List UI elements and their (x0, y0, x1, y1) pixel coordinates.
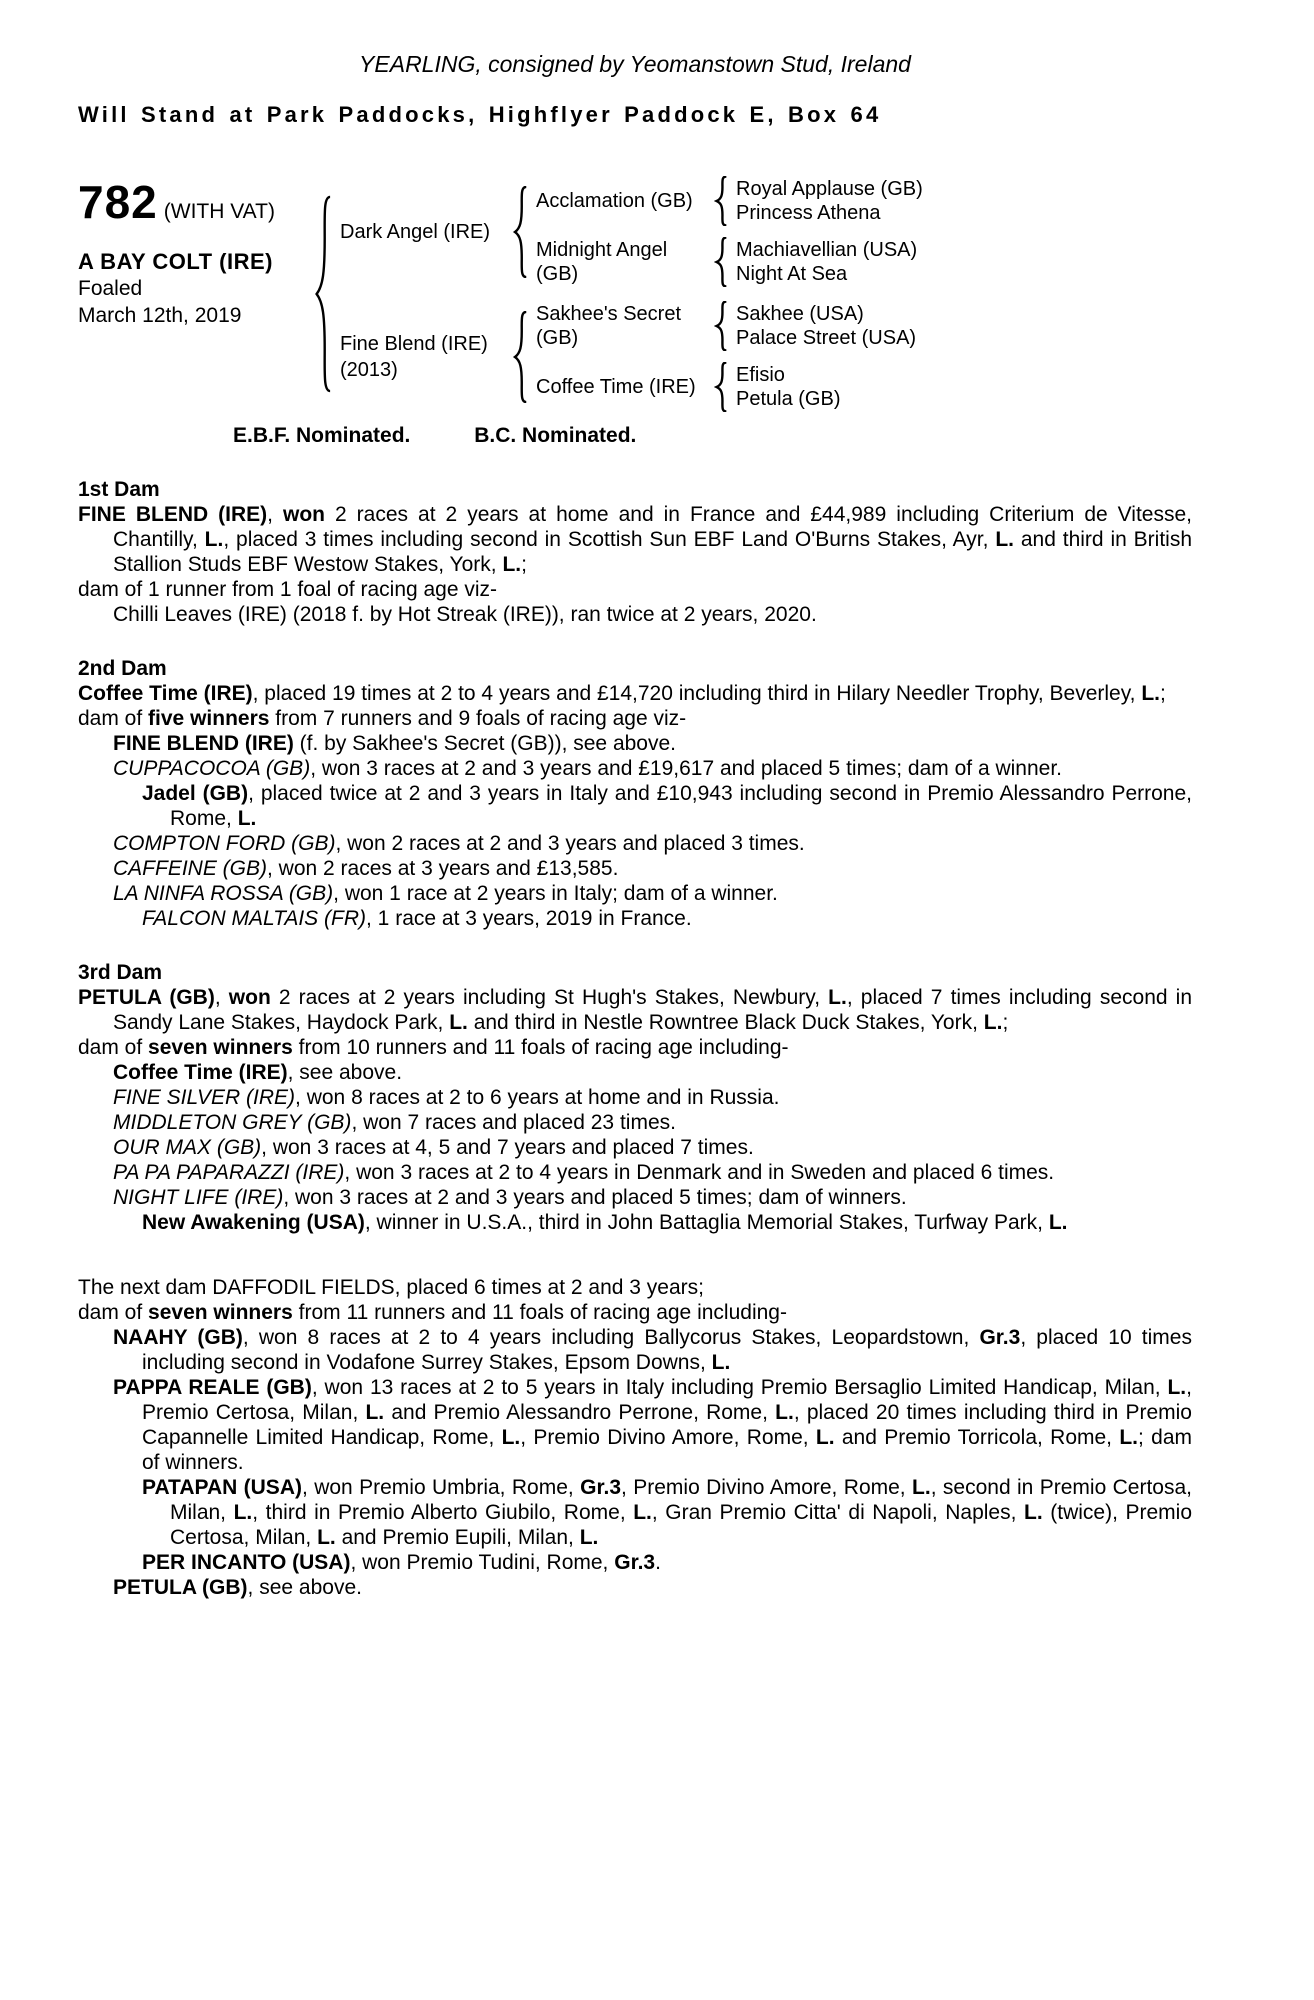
pedigree-paragraph (78, 856, 1192, 881)
ancestor-name: Royal Applause (GB) (736, 178, 923, 200)
brace-icon (313, 195, 331, 393)
text-run: , see above. (287, 1061, 403, 1084)
pedigree-paragraph (78, 1300, 1192, 1325)
pedigree-paragraph (78, 706, 1192, 731)
text-run: , see above. (247, 1576, 362, 1599)
text-run: , won Premio Tudini, Rome, (350, 1551, 615, 1574)
sire-name: Dark Angel (IRE) (340, 220, 491, 243)
text-run: (f. by Sakhee's Secret (GB)), see above. (293, 732, 677, 755)
text-run: CUPPACOCOA (GB) (113, 757, 311, 780)
text-run: L. (775, 1401, 794, 1424)
text-run: MIDDLETON GREY (GB) (113, 1111, 352, 1134)
text-run: OUR MAX (GB) (113, 1136, 262, 1159)
text-run: L. (1167, 1376, 1187, 1399)
bc-nomination: B.C. Nominated. (474, 424, 637, 447)
text-run: PAPPA REALE (GB) (113, 1376, 312, 1399)
text-run: , won 3 races at 2 and 3 years and £19,617 and placed 5 times; dam of a winner. (310, 757, 1062, 780)
dam-name (340, 331, 512, 383)
pedigree-paragraph (78, 1035, 1192, 1060)
pedigree-paragraph (78, 781, 1192, 831)
pedigree-paragraph (78, 1160, 1192, 1185)
text-run: L. (501, 1426, 521, 1449)
ancestor-name: Petula (GB) (736, 388, 841, 410)
text-run: seven winners (148, 1036, 293, 1059)
section-paragraphs (78, 985, 1192, 1235)
text-run: , won Premio Umbria, Rome, (301, 1476, 581, 1499)
text-run: , won 2 races at 3 years and £13,585. (267, 857, 619, 880)
dam-section (78, 477, 1192, 627)
text-run: LA NINFA ROSSA (GB) (113, 882, 334, 905)
text-run: Gr.3 (580, 1476, 622, 1499)
nominations-line (78, 424, 1192, 448)
vat-note: (WITH VAT) (163, 200, 275, 223)
text-run: and Premio Eupili, Milan, (335, 1526, 580, 1549)
text-run: , Premio Divino Amore, Rome, (621, 1476, 913, 1499)
text-run: ; (521, 553, 527, 576)
text-run: dam of (78, 707, 149, 730)
section-heading: 1st Dam (78, 478, 160, 501)
text-run: FALCON MALTAIS (FR) (142, 907, 367, 930)
text-run: , winner in U.S.A., third in John Battaglia Memorial Stakes, Turfway Park, (364, 1211, 1049, 1234)
text-run: , placed twice at 2 and 3 years in Italy and £10,943 including second in Premio Alessandro Perrone, Rome, (170, 782, 1192, 830)
dam-section (78, 656, 1192, 931)
pedigree-paragraph (78, 577, 1192, 602)
brace-icon (714, 301, 727, 351)
pedigree-paragraph (78, 1375, 1192, 1475)
pedigree-paragraph (78, 1210, 1192, 1235)
ancestor-name: Sakhee (USA) (736, 303, 864, 325)
text-run: L. (1024, 1501, 1043, 1524)
text-run: from 11 runners and 11 foals of racing age including- (292, 1301, 787, 1324)
dam-sections (78, 477, 1192, 1600)
text-run: L. (1141, 682, 1161, 705)
text-run: , won 13 races at 2 to 5 years in Italy including Premio Bersaglio Limited Handicap, Milan, (311, 1376, 1168, 1399)
text-run: 2 races at 2 years including St Hugh's Stakes, Newbury, (270, 986, 829, 1009)
pedigree-paragraph (78, 602, 1192, 627)
text-run: , second in Premio Certosa, Milan, (170, 1476, 1192, 1524)
text-run: , won 3 races at 2 and 3 years and placed 5 times; dam of winners. (283, 1186, 907, 1209)
pedigree-paragraph (78, 731, 1192, 756)
stand-location-heading: Will Stand at Park Paddocks, Highflyer Paddock E, Box 64 (78, 102, 882, 127)
ancestor-name: Princess Athena (736, 202, 881, 224)
granddam-name: Coffee Time (IRE) (536, 376, 696, 398)
text-run: PER INCANTO (USA) (142, 1551, 351, 1574)
text-run: won (283, 503, 325, 526)
text-run: Coffee Time (IRE) (113, 1061, 288, 1084)
text-run: , (214, 986, 229, 1009)
text-run: from 10 runners and 11 foals of racing age including- (292, 1036, 789, 1059)
text-run: , third in Premio Alberto Giubilo, Rome, (252, 1501, 634, 1524)
brace-icon (714, 237, 727, 287)
dam-parents-column (536, 301, 916, 412)
pedigree-paragraph (78, 906, 1192, 931)
text-run: Coffee Time (IRE) (78, 682, 253, 705)
text-run: , placed 20 times including third in Premio Capannelle Limited Handicap, Rome, (142, 1401, 1192, 1449)
text-run: L. (579, 1526, 599, 1549)
text-run: L. (204, 528, 224, 551)
text-run: won (228, 986, 271, 1009)
foaled-date: March 12th, 2019 (78, 304, 242, 327)
text-run: CAFFEINE (GB) (113, 857, 268, 880)
pedigree-paragraph (78, 1060, 1192, 1085)
text-run: L. (237, 807, 257, 830)
great-grandparents-pair (736, 302, 916, 350)
text-run: , won 8 races at 2 to 6 years at home and in Russia. (295, 1086, 780, 1109)
dam-name-text: Fine Blend (IRE) (340, 332, 488, 355)
pedigree-paragraph (78, 681, 1192, 706)
sire-parents-column (536, 176, 923, 287)
pedigree-paragraph (78, 1475, 1192, 1550)
text-run: dam of (78, 1036, 149, 1059)
text-run: , Premio Certosa, Milan, (142, 1376, 1192, 1424)
text-run: L. (995, 528, 1014, 551)
text-run: , won 2 races at 2 and 3 years and placed 3 times. (335, 832, 805, 855)
pedigree-paragraph (78, 881, 1192, 906)
text-run: L. (365, 1401, 385, 1424)
generation-1-column (340, 176, 923, 412)
text-run: , Gran Premio Citta' di Napoli, Naples, (651, 1501, 1025, 1524)
granddam-row (536, 362, 916, 412)
granddam-name: Midnight Angel (GB) (536, 239, 668, 285)
text-run: , won 3 races at 2 to 4 years in Denmark and in Sweden and placed 6 times. (344, 1161, 1055, 1184)
great-grandparents-pair (736, 363, 840, 411)
dam-section (78, 960, 1192, 1235)
text-run: , won 1 race at 2 years in Italy; dam of a winner. (333, 882, 778, 905)
text-run: , won 8 races at 2 to 4 years including Ballycorus Stakes, Leopardstown, (242, 1326, 980, 1349)
pedigree-paragraph (78, 1275, 1192, 1300)
text-run: New Awakening (USA) (142, 1211, 365, 1234)
pedigree-paragraph (78, 1325, 1192, 1375)
pedigree-paragraph (78, 1085, 1192, 1110)
text-run: Jadel (GB) (142, 782, 249, 805)
text-run: Gr.3 (979, 1326, 1021, 1349)
ancestor-name: Machiavellian (USA) (736, 239, 918, 261)
text-run: ; dam of winners. (142, 1426, 1192, 1474)
text-run: 2 races at 2 years at home and in France and £44,989 including Criterium de Vitesse, Chantilly, (113, 503, 1193, 551)
ancestor-name: Night At Sea (736, 263, 848, 285)
text-run: PETULA (GB) (78, 986, 215, 1009)
consignment-title: YEARLING, consigned by Yeomanstown Stud, Ireland (359, 51, 911, 77)
text-run: and third in Nestle Rowntree Black Duck Stakes, York, (467, 1011, 984, 1034)
text-run: , placed 10 times including second in Vodafone Surrey Stakes, Epsom Downs, (142, 1326, 1192, 1374)
text-run: L. (815, 1426, 835, 1449)
section-paragraphs (78, 502, 1192, 627)
text-run: L. (233, 1501, 253, 1524)
pedigree-paragraph (78, 1110, 1192, 1135)
ebf-nomination: E.B.F. Nominated. (233, 424, 411, 447)
text-run: , placed 7 times including second in Sandy Lane Stakes, Haydock Park, (113, 986, 1193, 1034)
grandsire-name-line2: (GB) (536, 327, 579, 349)
text-run: L. (1048, 1211, 1068, 1234)
lot-number: 782 (78, 176, 158, 228)
text-run: L. (983, 1011, 1003, 1034)
pedigree-paragraph (78, 985, 1192, 1035)
text-run: dam of 1 runner from 1 foal of racing age viz- (78, 578, 498, 601)
text-run: and Premio Torricola, Rome, (834, 1426, 1120, 1449)
brace-icon (512, 311, 527, 403)
pedigree-tree (313, 176, 1192, 412)
pedigree-paragraph (78, 1185, 1192, 1210)
text-run: L. (828, 986, 847, 1009)
text-run: dam of (78, 1301, 149, 1324)
text-run: ; (1002, 1011, 1009, 1034)
horse-description: A BAY COLT (IRE) (78, 249, 274, 274)
text-run: , won 3 races at 4, 5 and 7 years and placed 7 times. (261, 1136, 754, 1159)
brace-icon (714, 176, 727, 226)
granddam-row (536, 237, 923, 287)
great-grandparents-pair (736, 238, 917, 286)
foaled-label: Foaled (78, 277, 143, 300)
pedigree-paragraph (78, 1575, 1192, 1600)
text-run: , (267, 503, 283, 526)
pedigree-paragraph (78, 756, 1192, 781)
text-run: PETULA (GB) (113, 1576, 248, 1599)
text-run: , placed 3 times including second in Scottish Sun EBF Land O'Burns Stakes, Ayr, (223, 528, 996, 551)
text-run: The next dam DAFFODIL FIELDS, placed 6 times at 2 and 3 years; (78, 1276, 704, 1299)
dam-section (78, 1275, 1192, 1600)
pedigree-paragraph (78, 502, 1192, 577)
text-run: COMPTON FORD (GB) (113, 832, 336, 855)
ancestor-name: Efisio (736, 364, 785, 386)
text-run: , Premio Divino Amore, Rome, (520, 1426, 816, 1449)
text-run: five winners (148, 707, 270, 730)
text-run: L. (912, 1476, 931, 1499)
dam-branch (340, 301, 923, 412)
lot-block (78, 176, 313, 412)
text-run: PATAPAN (USA) (142, 1476, 302, 1499)
dam-year: (2013) (340, 358, 398, 381)
text-run: seven winners (148, 1301, 293, 1324)
text-run: NIGHT LIFE (IRE) (113, 1186, 284, 1209)
brace-icon (512, 186, 527, 278)
grandsire-name-line1: Sakhee's Secret (536, 303, 682, 325)
text-run: L. (633, 1501, 652, 1524)
text-run: FINE BLEND (IRE) (78, 503, 268, 526)
ancestor-name: Palace Street (USA) (736, 327, 917, 349)
section-heading: 2nd Dam (78, 657, 167, 680)
section-paragraphs (78, 681, 1192, 931)
text-run: FINE BLEND (IRE) (113, 732, 294, 755)
text-run: ; (1160, 682, 1166, 705)
text-run: (twice), Premio Certosa, Milan, (170, 1501, 1193, 1549)
text-run: NAAHY (GB) (113, 1326, 243, 1349)
text-run: , 1 race at 3 years, 2019 in France. (366, 907, 692, 930)
grandsire-name (536, 302, 714, 350)
grandsire-row (536, 301, 916, 351)
great-grandparents-pair (736, 177, 923, 225)
text-run: and Premio Alessandro Perrone, Rome, (384, 1401, 776, 1424)
text-run: L. (317, 1526, 336, 1549)
text-run: Chilli Leaves (IRE) (2018 f. by Hot Streak (IRE)), ran twice at 2 years, 2020. (113, 603, 817, 626)
text-run: and third in British Stallion Studs EBF Westow Stakes, York, (113, 528, 1192, 576)
grandsire-row (536, 176, 923, 226)
lot-line (78, 176, 313, 228)
sire-branch (340, 176, 923, 287)
brace-icon (714, 362, 727, 412)
text-run: L. (711, 1351, 731, 1374)
text-run: from 7 runners and 9 foals of racing age viz- (269, 707, 687, 730)
text-run: , placed 19 times at 2 to 4 years and £14,720 including third in Hilary Needler Trophy, Beverley, (252, 682, 1142, 705)
text-run: Gr.3 (614, 1551, 656, 1574)
pedigree-table (78, 176, 1192, 412)
pedigree-paragraph (78, 1550, 1192, 1575)
pedigree-paragraph (78, 1135, 1192, 1160)
text-run: , won 7 races and placed 23 times. (351, 1111, 676, 1134)
text-run: . (655, 1551, 661, 1574)
section-heading: 3rd Dam (78, 961, 163, 984)
text-run: L. (502, 553, 522, 576)
text-run: L. (1119, 1426, 1138, 1449)
text-run: L. (449, 1011, 468, 1034)
text-run: FINE SILVER (IRE) (113, 1086, 296, 1109)
section-paragraphs (78, 1275, 1192, 1600)
text-run: PA PA PAPARAZZI (IRE) (113, 1161, 345, 1184)
pedigree-paragraph (78, 831, 1192, 856)
grandsire-name: Acclamation (GB) (536, 190, 693, 212)
